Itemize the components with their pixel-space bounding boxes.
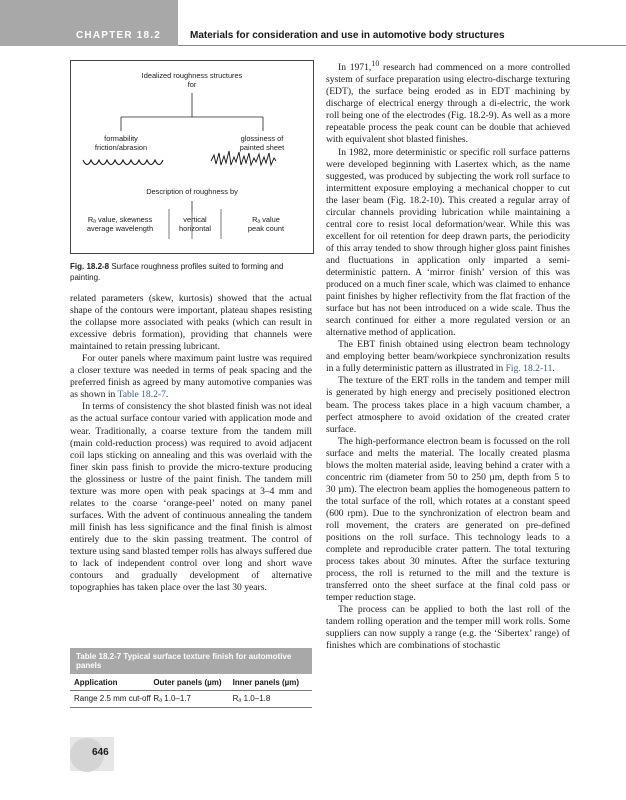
- running-title: Materials for consideration and use in automotive body structures: [190, 30, 505, 41]
- table-cell: Rₐ 1.0–1.7: [153, 694, 191, 703]
- left-para-3: In terms of consistency the shot blasted finish was not ideal as the actual surface contour varied with application mode and wear. Traditionally, a coarse texture from the tandem mill (main cold-reduction process) was required to avoid adjacent coil laps sticking on annealing and this was overlaid with the finer skin pass finish to provide the micro-texture producing the glossiness or lustre of the paint finish. The tandem mill texture was more open with peak spacings at 3–4 mm and relates to the coarse ‘orange-peel’ noted on many panel surfaces. With the advent of continuous annealing the tandem mill finish has less significance and the final finish is almost entirely due to the skin passing treatment. The control of texture using sand blasted temper rolls has always suffered due to lack of independent control over long and short wave contours and gradually development of alternative topographies has taken place over the last 30 years.: [70, 401, 312, 594]
- profile-formability: [83, 160, 163, 165]
- table-header-cell: Outer panels (µm): [153, 678, 222, 687]
- left-para-2: [70, 353, 312, 401]
- table-title: Table 18.2-7 Typical surface texture finish for automotive panels: [70, 648, 312, 674]
- fig-bottom-left-label: [73, 215, 167, 233]
- table-header-row: [70, 674, 312, 691]
- fig-left-label-line1: formability: [104, 134, 138, 143]
- table-cell: Rₐ 1.0–1.8: [232, 694, 271, 703]
- fig-right-label: [216, 134, 308, 152]
- chapter-label: CHAPTER 18.2: [76, 30, 161, 41]
- right-para-3-text: The EBT finish obtained using electron beam technology and employing better beam/workpiece synchronization results in a fully deterministic pattern as illustrated in: [326, 339, 570, 375]
- fig-top-label-line2: for: [187, 80, 197, 89]
- fig-bottom-right-line1: Rₐ value: [252, 215, 280, 224]
- left-para-2-text: For outer panels where maximum paint lustre was required a closer texture was needed in terms of peak spacing and the preferred finish as agreed by many automotive companies was as shown in: [70, 353, 312, 401]
- left-para-2-end: .: [165, 389, 169, 401]
- fig-left-label: [76, 134, 166, 152]
- right-para-6: The process can be applied to both the last roll of the tandem rolling operation and the temper mill work rolls. Some suppliers can now supply a range (e.g. the ‘Sibertex’ range) of finishes which are combinations of stochastic: [326, 604, 570, 652]
- left-column: [70, 293, 312, 594]
- table-cell: Range 2.5 mm cut-off: [74, 694, 151, 703]
- table-header-cell: Application: [74, 678, 118, 687]
- fig-right-label-line2: painted sheet: [239, 143, 285, 152]
- right-para-3-end: .: [552, 363, 555, 375]
- right-para-1-start: In 1971,: [338, 62, 372, 74]
- figure-reference-link[interactable]: Fig. 18.2-11: [505, 363, 553, 375]
- caption-text: Surface roughness profiles suited to forming and painting.: [70, 262, 284, 282]
- footnote-superscript: 10: [371, 59, 380, 68]
- right-para-3: [326, 339, 570, 375]
- fig-top-label-line1: Idealized roughness structures: [141, 71, 243, 80]
- table-header-cell: Inner panels (µm): [232, 678, 300, 687]
- table-reference-link[interactable]: Table 18.2-7: [117, 389, 166, 401]
- fig-top-label: [122, 71, 262, 89]
- fig-bottom-left-line2: average wavelength: [86, 224, 154, 233]
- right-para-1: [326, 58, 570, 147]
- fig-bottom-mid-line2: horizontal: [178, 224, 212, 233]
- right-column: [326, 58, 570, 652]
- right-para-2: In 1982, more deterministic or specific roll surface patterns were developed beginning with Lasertex which, as the name suggested, was produced by subjecting the work roll surface to intermittent exposure employing a mechanical chopper to cut the laser beam (Fig. 18.2-10). This created a regular array of circular channels providing lubrication while maintaining a central core to resist local deformation/wear. While this was excellent for oil retention for deep drawn parts, the periodicity of this array tended to show through higher gloss paint finishes and fluctuations in application only imparted a semi-deterministic pattern. A ‘mirror finish’ version of this was produced on a much finer scale, which was claimed to enhance paint finishes by higher reflectivity from the flat fraction of the surface but has not been introduced on a wide scale. Thus the search continued for either a more regulated version or an alternative method of application.: [326, 146, 570, 339]
- running-header: [0, 0, 626, 46]
- fig-bottom-left-line1: Rₐ value, skewness: [87, 215, 153, 224]
- fig-left-label-line2: friction/abrasion: [94, 143, 148, 152]
- fig-bottom-mid-label: [170, 215, 220, 233]
- fig-middle-label: Description of roughness by: [146, 187, 238, 196]
- fig-right-label-line1: glossiness of: [240, 134, 284, 143]
- caption-label: Fig. 18.2-8: [70, 262, 110, 271]
- right-para-1-text: research had commenced on a more controlled system of surface preparation using electro-discharge texturing (EDT), the surface being eroded as in EDT machining by discharge of electrical energy through a di-electric, the work roll being one of the electrodes (Fig. 18.2-9). As well as a more repeatable process the peak count can be double that achieved with equivalent shot blasted finishes.: [326, 62, 570, 146]
- fig-bottom-mid-line1: vertical: [183, 215, 207, 224]
- header-rule: [178, 45, 626, 46]
- figure-caption: [70, 262, 312, 283]
- table-18-2-7: [70, 648, 312, 708]
- table-row: [70, 691, 312, 708]
- figure-18-2-8: [70, 60, 314, 254]
- page-number: 646: [92, 747, 109, 758]
- right-para-5: The high-performance electron beam is focussed on the roll surface and melts the material. The locally created plasma blows the molten material aside, leaving behind a crater with a concentric rim (diameter from 50 to 250 µm, depth from 5 to 30 µm). The electron beam applies the homogeneous pattern to the total surface of the roll, which rotates at a constant speed (600 rpm). Due to the synchronization of electron beam and roll movement, the craters are generated on pre-defined positions on the roll surface. This technology leads to a complete and reproducible crater pattern. The total texturing process takes about 30 minutes. After the surface texturing process, the roll is returned to the mill and the texture is transferred onto the sheet surface at the final cold pass or temper reduction stage.: [326, 435, 570, 604]
- fig-bottom-right-label: [223, 215, 309, 233]
- profile-glossiness: [211, 151, 276, 165]
- fig-bottom-right-line2: peak count: [247, 224, 285, 233]
- left-para-1: related parameters (skew, kurtosis) showed that the actual shape of the contours were important, plateau shapes resisting the collapse more associated with peaks (which can result in excessive debris formation), providing that channels were maintained to retain pressing lubricant.: [70, 293, 312, 353]
- right-para-4: The texture of the ERT rolls in the tandem and temper mill is generated by high energy and precisely positioned electron beam. The process takes place in a high vacuum chamber, a perfect atmosphere to avoid oxidation of the created crater surface.: [326, 375, 570, 435]
